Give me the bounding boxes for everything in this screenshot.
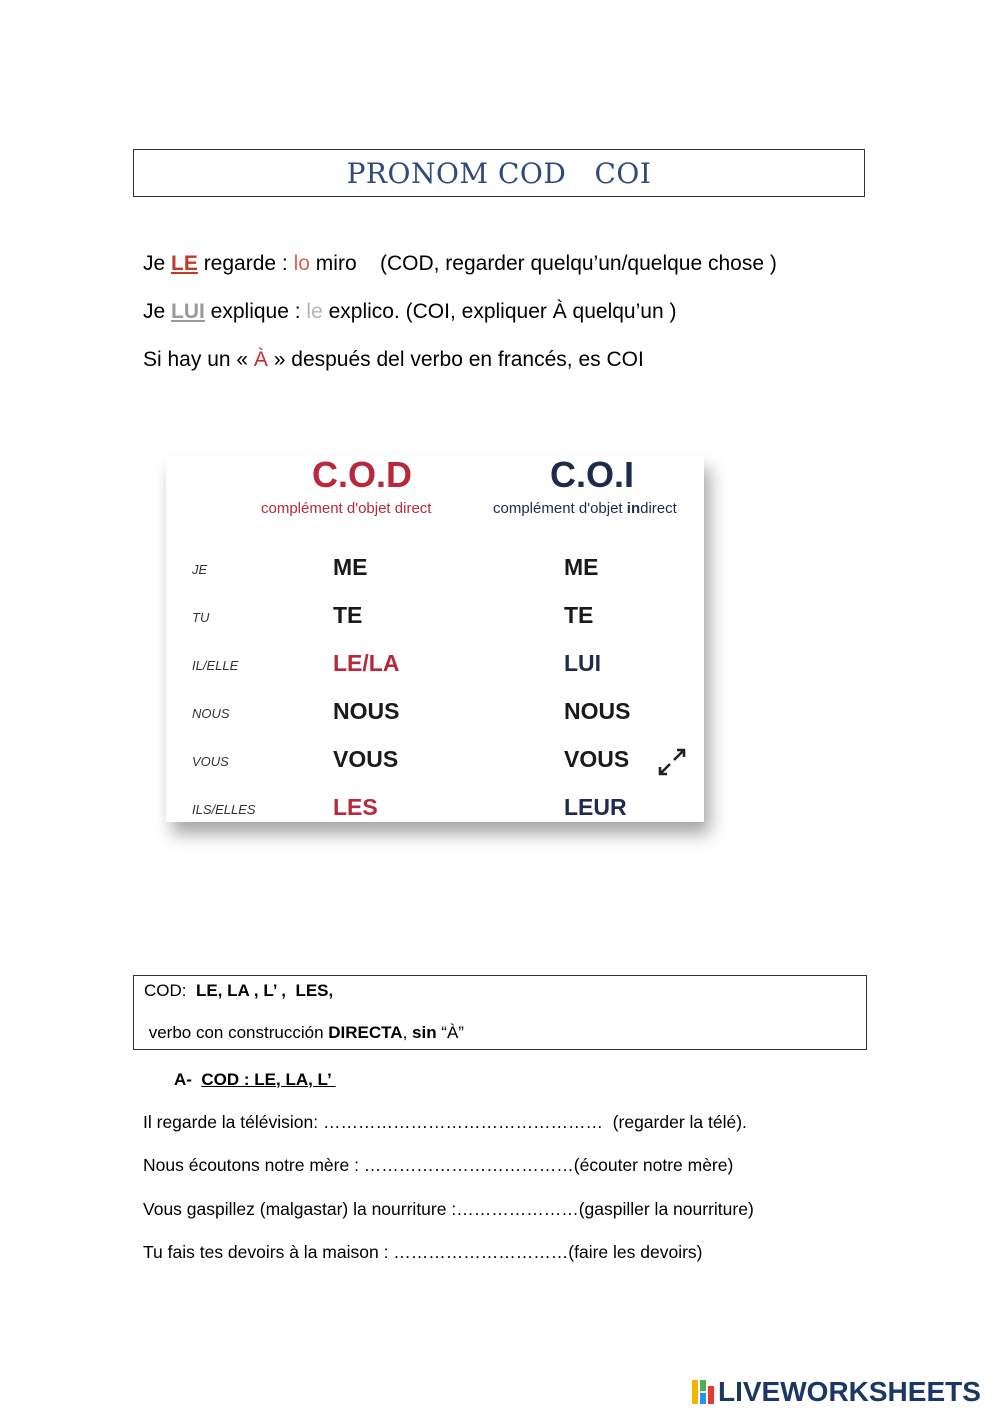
spanish-le: le <box>306 300 323 323</box>
intro-line-2 <box>143 300 676 324</box>
coi-subtitle <box>493 500 677 517</box>
exercise-3: Vous gaspillez (malgastar) la nourriture :…………………(gaspiller la nourriture) <box>143 1199 754 1219</box>
cod-definition-box <box>133 975 867 1050</box>
cod-pronoun: VOUS <box>333 746 399 772</box>
liveworksheets-logo <box>692 1376 981 1408</box>
exercise-1: Il regarde la télévision: ………………………………………… (regarder la télé). <box>143 1112 747 1132</box>
cod-subtitle: complément d'objet direct <box>261 500 432 517</box>
coi-subtitle-accent: in <box>626 500 641 517</box>
cod-pronoun: NOUS <box>333 698 400 724</box>
intro-text: Je <box>143 252 172 275</box>
coi-subtitle-part: direct <box>640 500 677 517</box>
liveworksheets-logo-icon <box>692 1380 714 1404</box>
page-title: PRONOM COD COI <box>346 156 652 190</box>
cod-definition-line-2 <box>144 1023 464 1043</box>
intro-text: explico. (COI, expliquer À quelqu’un ) <box>322 300 677 323</box>
cod-text: , <box>402 1023 413 1042</box>
pronoun-label: JE <box>192 562 208 577</box>
intro-text: miro (COD, regarder quelqu’un/quelque chose ) <box>309 252 777 275</box>
coi-pronoun: LEUR <box>564 794 627 820</box>
section-heading: COD : LE, LA, L’ <box>201 1070 336 1089</box>
cod-label: COD: <box>144 981 196 1000</box>
cod-pronoun: ME <box>333 554 368 580</box>
accent-a: À <box>253 348 268 371</box>
cod-definition-line-1 <box>144 981 333 1001</box>
exercise-2: Nous écoutons notre mère : ………………………………(écouter notre mère) <box>143 1155 734 1175</box>
cod-pronoun: TE <box>333 602 363 628</box>
cod-pronoun: LES <box>333 794 378 820</box>
intro-line-3 <box>143 348 644 372</box>
logo-text: LIVEWORKSHEETS <box>718 1376 981 1407</box>
intro-text: Si hay un « <box>143 348 254 371</box>
pronoun-label: ILS/ELLES <box>192 802 256 817</box>
coi-subtitle-part: complément d'objet <box>493 500 627 517</box>
intro-text: regarde : <box>197 252 294 275</box>
exercise-4: Tu fais tes devoirs à la maison : …………………………(faire les devoirs) <box>143 1242 703 1262</box>
cod-pronoun: LE/LA <box>333 650 400 676</box>
coi-header: C.O.I <box>550 454 635 495</box>
intro-text: Je <box>143 300 172 323</box>
coi-pronoun: LUI <box>564 650 602 676</box>
pronoun-label: IL/ELLE <box>192 658 239 673</box>
cod-directa: DIRECTA <box>328 1023 403 1042</box>
intro-line-1 <box>143 252 777 276</box>
cod-pronouns: LE, LA , L’ , LES, <box>195 981 334 1000</box>
cod-sin: sin <box>412 1023 437 1042</box>
spanish-lo: lo <box>293 252 310 275</box>
cod-header: C.O.D <box>312 454 413 495</box>
coi-pronoun: VOUS <box>564 746 630 772</box>
coi-pronoun: ME <box>564 554 599 580</box>
cod-text: “À” <box>436 1023 464 1042</box>
expand-icon[interactable] <box>656 746 688 778</box>
section-label: A- <box>174 1070 202 1089</box>
pronoun-label: NOUS <box>192 706 230 721</box>
section-a-title <box>174 1070 336 1090</box>
title-box <box>133 149 865 197</box>
coi-pronoun: NOUS <box>564 698 631 724</box>
intro-text: explique : <box>204 300 307 323</box>
pronoun-label: TU <box>192 610 210 625</box>
pronoun-lui: LUI <box>171 300 205 323</box>
pronoun-le: LE <box>171 252 198 275</box>
intro-text: » después del verbo en francés, es COI <box>267 348 644 371</box>
cod-text: verbo con construcción <box>144 1023 329 1042</box>
coi-pronoun: TE <box>564 602 594 628</box>
pronoun-table-image <box>166 456 704 822</box>
pronoun-label: VOUS <box>192 754 229 769</box>
